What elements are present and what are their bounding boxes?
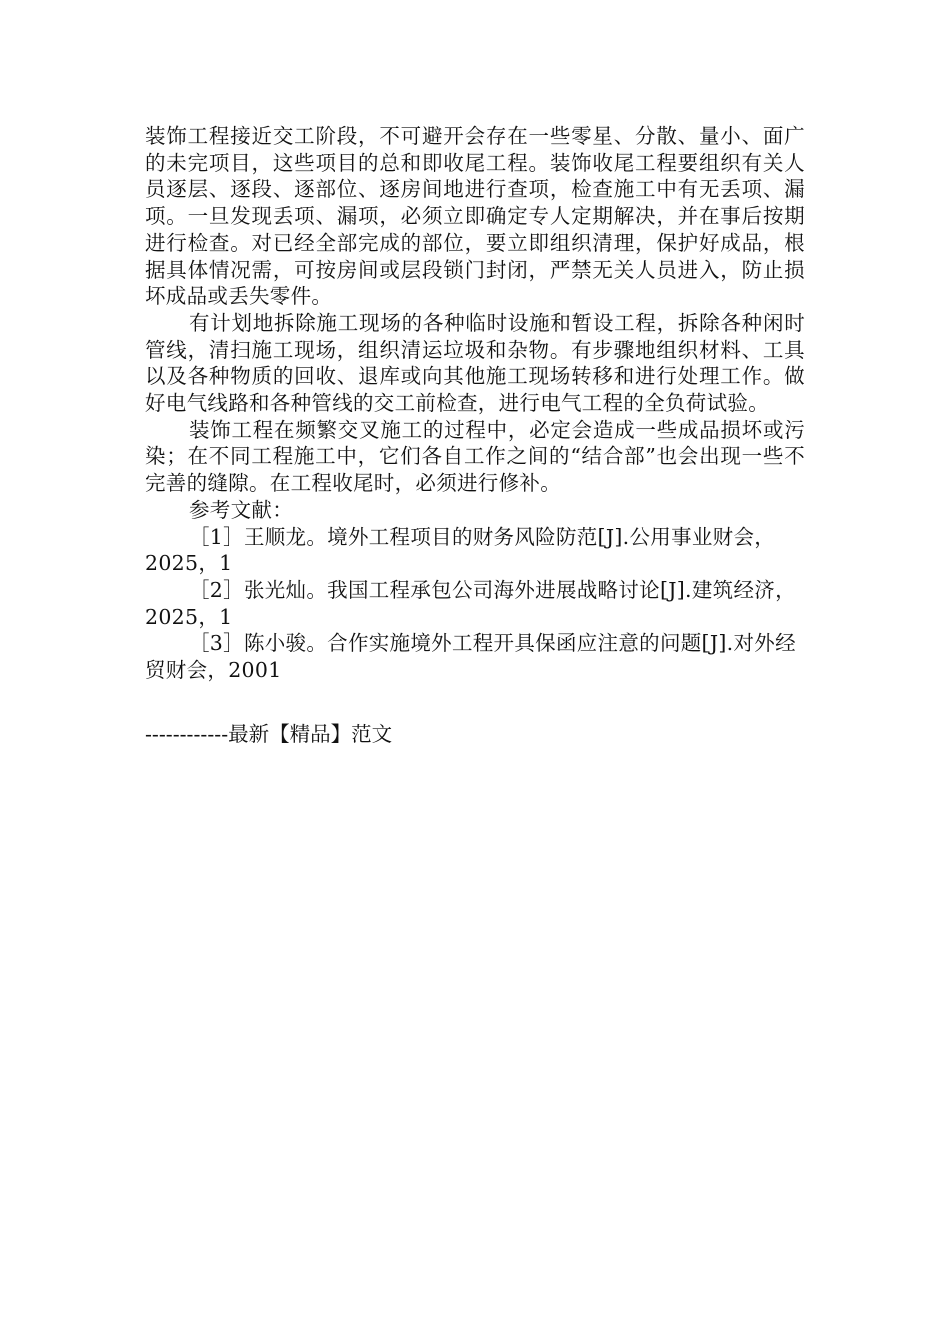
reference-item: ［2］张光灿。我国工程承包公司海外进展战略讨论[J].建筑经济，2025，1 xyxy=(145,577,796,629)
document-body xyxy=(145,123,805,684)
references-heading: 参考文献： xyxy=(189,497,293,522)
reference-item: ［3］陈小骏。合作实施境外工程开具保函应注意的问题[J].对外经贸财会，2001 xyxy=(145,631,796,683)
paragraph-site-clearing: 有计划地拆除施工现场的各种临时设施和暂设工程，拆除各种闲时管线，清扫施工现场，组织清运垃圾和杂物。有步骤地组织材料、工具以及各种物质的回收、退库或向其他施工现场转移和进行处理工作。做好电气线路和各种管线的交工前检查，进行电气工程的全负荷试验。 xyxy=(145,310,805,416)
footer-label: ------------最新【精品】范文 xyxy=(145,722,393,746)
paragraph-repairs: 装饰工程在频繁交叉施工的过程中，必定会造成一些成品损坏或污染；在不同工程施工中，它们各自工作之间的“结合部”也会出现一些不完善的缝隙。在工程收尾时，必须进行修补。 xyxy=(145,417,805,496)
paragraph-closing-works: 装饰工程接近交工阶段，不可避开会存在一些零星、分散、量小、面广的未完项目，这些项目的总和即收尾工程。装饰收尾工程要组织有关人员逐层、逐段、逐部位、逐房间地进行查项，检查施工中有无丢项、漏项。一旦发现丢项、漏项，必须立即确定专人定期解决，并在事后按期进行检查。对已经全部完成的部位，要立即组织清理，保护好成品，根据具体情况需，可按房间或层段锁门封闭，严禁无关人员进入，防止损坏成品或丢失零件。 xyxy=(145,124,805,309)
reference-item: ［1］王顺龙。境外工程项目的财务风险防范[J].公用事业财会，2025，1 xyxy=(145,524,776,576)
